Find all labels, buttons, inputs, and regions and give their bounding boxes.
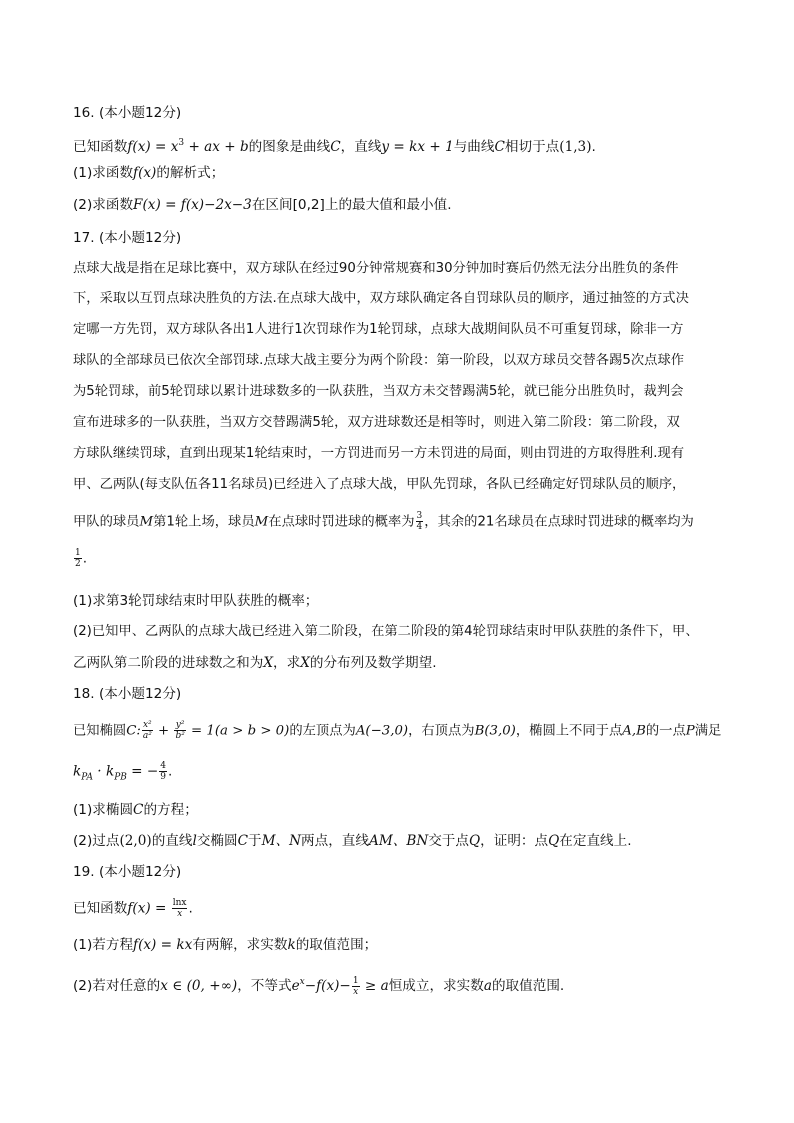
- text: ，不等式: [237, 978, 292, 994]
- fraction-numerator: y²: [175, 720, 185, 730]
- math: = −: [126, 763, 159, 780]
- q16-part2: [73, 195, 452, 215]
- math: C: [237, 833, 249, 849]
- text: ，求: [273, 655, 301, 671]
- math: F(x) = f(x)−2x−3: [133, 197, 252, 213]
- math: X: [263, 655, 273, 671]
- math: Q: [469, 833, 481, 849]
- math: ≥ a: [360, 978, 389, 994]
- math: C: [330, 139, 341, 155]
- text: 已知函数: [73, 139, 128, 155]
- text: 甲队的球员: [73, 514, 140, 530]
- text: .: [591, 139, 596, 155]
- text: ，椭圆上不同于点: [515, 723, 623, 739]
- q16-part1: [73, 163, 224, 183]
- math: l: [192, 833, 197, 849]
- text: (1)求函数: [73, 165, 134, 181]
- text: 在区间[0,2]上的最大值和最小值.: [251, 197, 452, 213]
- fraction: [159, 761, 167, 782]
- q19-part2: [73, 972, 564, 997]
- math: k: [73, 763, 82, 780]
- math: −f(x)−: [304, 978, 351, 994]
- math: +: [153, 723, 174, 739]
- math: B(3,0): [474, 723, 516, 739]
- q18-header: 18. (本小题12分): [73, 686, 182, 702]
- q17-line: 宣布进球多的一队获胜，当双方交替踢满5轮，双方进球数还是相等时，则进入第二阶段：第二阶段，双: [73, 415, 680, 430]
- text: 的直线: [151, 833, 193, 849]
- q17-line: 为5轮罚球，前5轮罚球以累计进球数多的一队获胜，当双方未交替踢满5轮，就已能分出胜负时，裁判会: [73, 384, 684, 399]
- text: 的取值范围.: [491, 978, 565, 994]
- text: 的取值范围；: [295, 937, 378, 953]
- q17-line-10: [73, 548, 87, 569]
- text: 在点球时罚进球的概率为: [268, 514, 415, 530]
- q17-line: 点球大战是指在足球比赛中，双方球队在经过90分钟常规赛和30分钟加时赛后仍然无法分出胜负的条件: [73, 261, 679, 276]
- math: · k: [92, 763, 115, 780]
- text: 两点，直线: [301, 833, 369, 849]
- fraction: [74, 548, 82, 569]
- text: ，右顶点为: [408, 723, 475, 739]
- fraction: [172, 898, 188, 919]
- math-sup: 3: [178, 138, 185, 148]
- text: 的分布列及数学期望.: [309, 655, 437, 671]
- fraction: [142, 720, 153, 741]
- q17-part2-line1: (2)已知甲、乙两队的点球大战已经进入第二阶段，在第二阶段的第4轮罚球结束时甲队获胜的条件下，甲、: [73, 624, 699, 639]
- text: .: [82, 550, 88, 567]
- q19-stem: [73, 898, 193, 919]
- text: ，证明：点: [480, 833, 549, 849]
- math: + ax + b: [184, 139, 249, 155]
- text: 交于点: [428, 833, 469, 849]
- fraction-denominator: 4: [416, 522, 423, 532]
- math: A,B: [622, 723, 646, 739]
- q19-header: 19. (本小题12分): [73, 864, 182, 880]
- text: (2)若对任意的: [73, 978, 161, 994]
- text: ，其余的21名球员在点球时罚进球的概率均为: [424, 514, 694, 530]
- math: P: [685, 723, 695, 739]
- math: AM、BN: [369, 833, 429, 849]
- math: C: [494, 139, 505, 155]
- q18-stem: [73, 720, 721, 742]
- q17-line: 球队的全部球员已依次全部罚球.点球大战主要分为两个阶段：第一阶段，以双方球员交替各踢5次点球作: [73, 353, 685, 368]
- text: 的一点: [645, 723, 686, 739]
- fraction-numerator: 1: [352, 975, 359, 986]
- q18-slope-condition: [73, 761, 172, 788]
- q17-line: 定哪一方先罚，双方球队各出1人进行1次罚球作为1轮罚球，点球大战期间队员不可重复罚球，除非一方: [73, 322, 684, 337]
- math: a: [483, 978, 492, 994]
- q17-line: 甲、乙两队(每支队伍各11名球员)已经进入了点球大战，甲队先罚球，各队已经确定好罚球队员的顺序，: [73, 477, 686, 492]
- text: 已知椭圆: [73, 723, 127, 739]
- fraction: [416, 511, 424, 532]
- fraction-denominator: x: [353, 986, 359, 997]
- math-sub: PB: [114, 772, 127, 783]
- math: y = kx + 1: [381, 139, 454, 155]
- fraction-numerator: 3: [416, 511, 423, 521]
- text: 交椭圆: [196, 833, 238, 849]
- math: M: [254, 514, 269, 530]
- text: 的图象是曲线: [248, 139, 331, 155]
- fraction: [174, 720, 185, 741]
- q19-part1: [73, 935, 377, 955]
- math: = 1(a > b > 0): [186, 723, 290, 739]
- text: (2)过点: [73, 833, 120, 849]
- math: (1,3): [559, 139, 592, 155]
- text: (1)求椭圆: [73, 802, 134, 818]
- text: 乙两队第二阶段的进球数之和为: [73, 655, 264, 671]
- text: 满足: [694, 723, 722, 739]
- q17-part1: (1)求第3轮罚球结束时甲队获胜的概率；: [73, 593, 319, 609]
- math: (2,0): [119, 833, 152, 849]
- text: 在定直线上.: [559, 833, 632, 849]
- text: 已知函数: [73, 900, 128, 917]
- q17-line: 方球队继续罚球，直到出现某1轮结束时，一方罚进而另一方未罚进的局面，则由罚进的方取得胜利.现有: [73, 446, 685, 461]
- q16-header: 16. (本小题12分): [73, 105, 182, 121]
- q18-part1: [73, 800, 198, 820]
- math-sub: PA: [81, 772, 93, 783]
- text: .: [188, 900, 193, 917]
- math: k: [287, 937, 296, 953]
- fraction-numerator: lnx: [172, 898, 187, 908]
- math: f(x) =: [127, 900, 171, 917]
- math: M、N: [261, 833, 302, 849]
- fraction-numerator: 1: [75, 548, 81, 558]
- text: 的方程；: [143, 802, 198, 818]
- math: C: [133, 802, 144, 818]
- text: (1)若方程: [73, 937, 134, 953]
- fraction-denominator: 9: [160, 772, 167, 782]
- q17-part2-line2: [73, 653, 437, 673]
- math: C:: [126, 723, 141, 739]
- q17-line-9: [73, 511, 694, 533]
- fraction-denominator: a²: [142, 731, 152, 741]
- text: ，直线: [340, 139, 382, 155]
- text: 恒成立，求实数: [388, 978, 484, 994]
- text: 于: [248, 833, 262, 849]
- math: f(x) = kx: [133, 937, 193, 953]
- q18-part2: [73, 831, 632, 851]
- fraction-denominator: x: [177, 909, 183, 919]
- text: .: [168, 763, 173, 780]
- math: Q: [548, 833, 560, 849]
- fraction-numerator: x²: [142, 720, 152, 730]
- math: A(−3,0): [355, 723, 409, 739]
- text: 的左顶点为: [289, 723, 356, 739]
- math: f(x) = x: [127, 139, 179, 155]
- q16-stem: [73, 133, 596, 157]
- text: 与曲线: [453, 139, 495, 155]
- math: e: [291, 978, 300, 994]
- q17-line: 下，采取以互罚点球决胜负的方法.在点球大战中，双方球队确定各自罚球队员的顺序，通过抽签的方式决: [73, 291, 689, 306]
- text: 的解析式；: [156, 165, 225, 181]
- fraction-denominator: b²: [175, 731, 185, 741]
- q17-header: 17. (本小题12分): [73, 230, 182, 246]
- text: 有两解，求实数: [192, 937, 288, 953]
- fraction-numerator: 4: [160, 761, 167, 771]
- text: 第1轮上场，球员: [153, 514, 255, 530]
- math: M: [139, 514, 154, 530]
- math: X: [300, 655, 310, 671]
- math: x ∈ (0, +∞): [160, 978, 238, 994]
- math-sup: x: [299, 977, 305, 987]
- text: 相切于点: [504, 139, 560, 155]
- text: (2)求函数: [73, 197, 134, 213]
- fraction: [352, 976, 360, 997]
- fraction-denominator: 2: [75, 559, 81, 569]
- math: f(x): [133, 165, 157, 181]
